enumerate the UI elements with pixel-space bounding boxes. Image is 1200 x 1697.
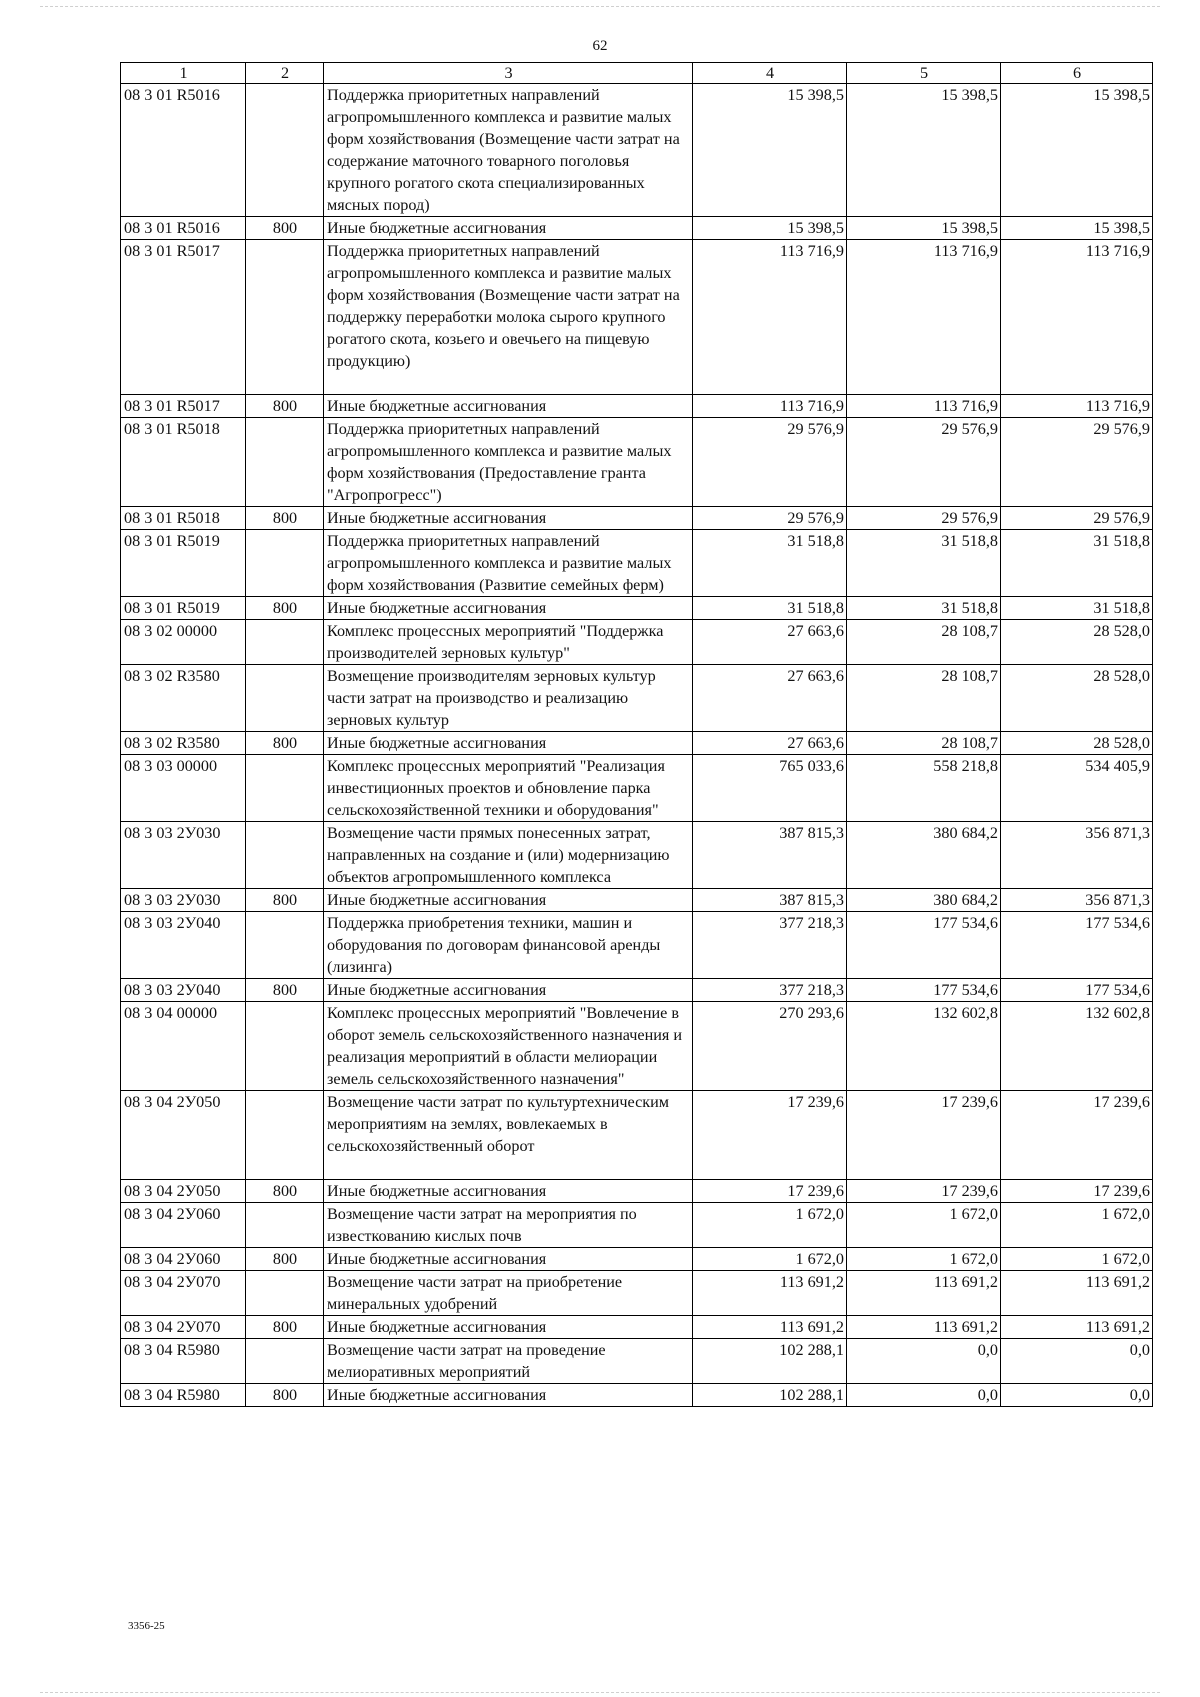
row-code-cell: 08 3 02 00000 <box>121 620 246 665</box>
row-value-year2-cell: 17 239,6 <box>847 1180 1001 1203</box>
row-name-cell: Возмещение части затрат по культуртехническим мероприятиям на землях, вовлекаемых в сельскохозяйственный оборот <box>324 1091 693 1180</box>
row-value-year3-cell: 534 405,9 <box>1001 755 1153 822</box>
row-code-cell: 08 3 03 2У030 <box>121 889 246 912</box>
row-value-year2-cell: 113 716,9 <box>847 395 1001 418</box>
row-code-cell: 08 3 03 2У040 <box>121 979 246 1002</box>
row-value-year3-cell: 113 716,9 <box>1001 240 1153 395</box>
row-code-cell: 08 3 04 2У070 <box>121 1316 246 1339</box>
row-value-year2-cell: 1 672,0 <box>847 1203 1001 1248</box>
row-expense-type-cell: 800 <box>246 1384 324 1407</box>
row-name-cell: Иные бюджетные ассигнования <box>324 979 693 1002</box>
row-value-year1-cell: 1 672,0 <box>693 1203 847 1248</box>
table-row <box>121 1271 1153 1316</box>
row-value-year1-cell: 102 288,1 <box>693 1339 847 1384</box>
row-value-year1-cell: 29 576,9 <box>693 507 847 530</box>
table-row <box>121 530 1153 597</box>
budget-table <box>120 62 1153 1407</box>
row-code-cell: 08 3 04 2У050 <box>121 1180 246 1203</box>
row-value-year1-cell: 377 218,3 <box>693 979 847 1002</box>
table-row <box>121 1002 1153 1091</box>
table-row <box>121 597 1153 620</box>
row-value-year2-cell: 0,0 <box>847 1339 1001 1384</box>
table-row <box>121 889 1153 912</box>
row-value-year2-cell: 29 576,9 <box>847 418 1001 507</box>
row-value-year1-cell: 31 518,8 <box>693 597 847 620</box>
row-code-cell: 08 3 01 R5017 <box>121 395 246 418</box>
row-value-year2-cell: 28 108,7 <box>847 732 1001 755</box>
row-expense-type-cell: 800 <box>246 1248 324 1271</box>
row-code-cell: 08 3 01 R5016 <box>121 84 246 217</box>
table-row <box>121 1339 1153 1384</box>
row-name-cell: Иные бюджетные ассигнования <box>324 507 693 530</box>
row-value-year1-cell: 102 288,1 <box>693 1384 847 1407</box>
row-expense-type-cell: 800 <box>246 889 324 912</box>
row-expense-type-cell <box>246 822 324 889</box>
row-code-cell: 08 3 01 R5017 <box>121 240 246 395</box>
table-row <box>121 240 1153 395</box>
row-name-cell: Возмещение части затрат на приобретение минеральных удобрений <box>324 1271 693 1316</box>
column-header: 4 <box>693 63 847 84</box>
row-value-year3-cell: 1 672,0 <box>1001 1203 1153 1248</box>
row-name-cell: Возмещение производителям зерновых культур части затрат на производство и реализацию зерновых культур <box>324 665 693 732</box>
row-expense-type-cell <box>246 1091 324 1180</box>
row-value-year2-cell: 177 534,6 <box>847 979 1001 1002</box>
row-value-year2-cell: 0,0 <box>847 1384 1001 1407</box>
row-value-year2-cell: 31 518,8 <box>847 530 1001 597</box>
column-header: 6 <box>1001 63 1153 84</box>
table-row <box>121 1384 1153 1407</box>
row-expense-type-cell <box>246 1271 324 1316</box>
row-expense-type-cell: 800 <box>246 732 324 755</box>
row-value-year3-cell: 28 528,0 <box>1001 665 1153 732</box>
row-value-year3-cell: 0,0 <box>1001 1339 1153 1384</box>
row-value-year2-cell: 380 684,2 <box>847 889 1001 912</box>
row-expense-type-cell <box>246 665 324 732</box>
scan-border-bottom <box>40 1692 1160 1693</box>
table-row <box>121 1316 1153 1339</box>
row-value-year1-cell: 113 691,2 <box>693 1271 847 1316</box>
row-expense-type-cell: 800 <box>246 507 324 530</box>
row-expense-type-cell <box>246 620 324 665</box>
row-value-year1-cell: 765 033,6 <box>693 755 847 822</box>
row-value-year3-cell: 0,0 <box>1001 1384 1153 1407</box>
table-row <box>121 732 1153 755</box>
row-value-year3-cell: 17 239,6 <box>1001 1091 1153 1180</box>
row-value-year1-cell: 270 293,6 <box>693 1002 847 1091</box>
row-code-cell: 08 3 01 R5016 <box>121 217 246 240</box>
row-name-cell: Иные бюджетные ассигнования <box>324 217 693 240</box>
row-value-year2-cell: 17 239,6 <box>847 1091 1001 1180</box>
table-row <box>121 822 1153 889</box>
row-value-year1-cell: 377 218,3 <box>693 912 847 979</box>
row-code-cell: 08 3 03 00000 <box>121 755 246 822</box>
row-name-cell: Иные бюджетные ассигнования <box>324 597 693 620</box>
row-code-cell: 08 3 04 2У070 <box>121 1271 246 1316</box>
row-name-cell: Иные бюджетные ассигнования <box>324 889 693 912</box>
row-value-year2-cell: 28 108,7 <box>847 665 1001 732</box>
column-header: 1 <box>121 63 246 84</box>
row-value-year1-cell: 387 815,3 <box>693 889 847 912</box>
row-name-cell: Поддержка приоритетных направлений агропромышленного комплекса и развитие малых форм хозяйствования (Развитие семейных ферм) <box>324 530 693 597</box>
table-row <box>121 507 1153 530</box>
table-body <box>121 84 1153 1407</box>
row-value-year1-cell: 1 672,0 <box>693 1248 847 1271</box>
row-expense-type-cell: 800 <box>246 217 324 240</box>
row-value-year2-cell: 380 684,2 <box>847 822 1001 889</box>
scan-border-top <box>40 6 1160 7</box>
row-name-cell: Поддержка приобретения техники, машин и оборудования по договорам финансовой аренды (лизинга) <box>324 912 693 979</box>
row-value-year3-cell: 28 528,0 <box>1001 620 1153 665</box>
table-row <box>121 1091 1153 1180</box>
row-name-cell: Иные бюджетные ассигнования <box>324 1384 693 1407</box>
table-row <box>121 84 1153 217</box>
row-expense-type-cell <box>246 1339 324 1384</box>
row-name-cell: Иные бюджетные ассигнования <box>324 1316 693 1339</box>
row-code-cell: 08 3 01 R5019 <box>121 597 246 620</box>
row-code-cell: 08 3 03 2У030 <box>121 822 246 889</box>
row-value-year3-cell: 31 518,8 <box>1001 597 1153 620</box>
table-row <box>121 418 1153 507</box>
row-expense-type-cell <box>246 1203 324 1248</box>
table-row <box>121 665 1153 732</box>
header-row <box>121 63 1153 84</box>
row-code-cell: 08 3 02 R3580 <box>121 732 246 755</box>
row-value-year1-cell: 31 518,8 <box>693 530 847 597</box>
row-code-cell: 08 3 04 2У050 <box>121 1091 246 1180</box>
table-row <box>121 755 1153 822</box>
row-code-cell: 08 3 01 R5018 <box>121 507 246 530</box>
row-value-year3-cell: 15 398,5 <box>1001 217 1153 240</box>
row-value-year3-cell: 356 871,3 <box>1001 889 1153 912</box>
row-expense-type-cell: 800 <box>246 1180 324 1203</box>
row-value-year3-cell: 28 528,0 <box>1001 732 1153 755</box>
row-value-year2-cell: 558 218,8 <box>847 755 1001 822</box>
row-code-cell: 08 3 02 R3580 <box>121 665 246 732</box>
table-row <box>121 620 1153 665</box>
table-row <box>121 1203 1153 1248</box>
row-value-year1-cell: 27 663,6 <box>693 620 847 665</box>
row-name-cell: Возмещение части прямых понесенных затрат, направленных на создание и (или) модернизацию объектов агропромышленного комплекса <box>324 822 693 889</box>
row-value-year2-cell: 15 398,5 <box>847 84 1001 217</box>
row-value-year1-cell: 387 815,3 <box>693 822 847 889</box>
row-value-year1-cell: 27 663,6 <box>693 665 847 732</box>
row-value-year1-cell: 113 716,9 <box>693 395 847 418</box>
row-code-cell: 08 3 04 2У060 <box>121 1203 246 1248</box>
row-value-year2-cell: 177 534,6 <box>847 912 1001 979</box>
row-expense-type-cell <box>246 1002 324 1091</box>
row-value-year3-cell: 113 691,2 <box>1001 1271 1153 1316</box>
row-expense-type-cell <box>246 418 324 507</box>
row-value-year3-cell: 177 534,6 <box>1001 979 1153 1002</box>
row-value-year2-cell: 29 576,9 <box>847 507 1001 530</box>
row-value-year3-cell: 15 398,5 <box>1001 84 1153 217</box>
row-expense-type-cell <box>246 912 324 979</box>
row-value-year3-cell: 29 576,9 <box>1001 507 1153 530</box>
row-expense-type-cell: 800 <box>246 597 324 620</box>
row-value-year1-cell: 17 239,6 <box>693 1180 847 1203</box>
row-value-year3-cell: 29 576,9 <box>1001 418 1153 507</box>
column-header: 2 <box>246 63 324 84</box>
row-code-cell: 08 3 04 2У060 <box>121 1248 246 1271</box>
row-value-year2-cell: 113 691,2 <box>847 1316 1001 1339</box>
row-expense-type-cell <box>246 240 324 395</box>
table-row <box>121 979 1153 1002</box>
row-expense-type-cell <box>246 755 324 822</box>
row-value-year1-cell: 113 691,2 <box>693 1316 847 1339</box>
row-name-cell: Поддержка приоритетных направлений агропромышленного комплекса и развитие малых форм хозяйствования (Возмещение части затрат на поддержку переработки молока сырого крупного рогатого скота, козьего и овечьего на пищевую продукцию) <box>324 240 693 395</box>
row-name-cell: Комплекс процессных мероприятий "Реализация инвестиционных проектов и обновление парка сельскохозяйственной техники и оборудования" <box>324 755 693 822</box>
row-value-year2-cell: 28 108,7 <box>847 620 1001 665</box>
column-header: 5 <box>847 63 1001 84</box>
row-value-year1-cell: 17 239,6 <box>693 1091 847 1180</box>
row-value-year1-cell: 29 576,9 <box>693 418 847 507</box>
row-name-cell: Иные бюджетные ассигнования <box>324 1248 693 1271</box>
page-number: 62 <box>592 38 608 54</box>
row-value-year1-cell: 113 716,9 <box>693 240 847 395</box>
row-value-year1-cell: 15 398,5 <box>693 217 847 240</box>
row-value-year3-cell: 132 602,8 <box>1001 1002 1153 1091</box>
row-value-year1-cell: 15 398,5 <box>693 84 847 217</box>
row-value-year2-cell: 1 672,0 <box>847 1248 1001 1271</box>
row-expense-type-cell <box>246 530 324 597</box>
row-name-cell: Иные бюджетные ассигнования <box>324 732 693 755</box>
table-row <box>121 217 1153 240</box>
row-code-cell: 08 3 03 2У040 <box>121 912 246 979</box>
row-value-year3-cell: 356 871,3 <box>1001 822 1153 889</box>
row-value-year1-cell: 27 663,6 <box>693 732 847 755</box>
row-name-cell: Иные бюджетные ассигнования <box>324 395 693 418</box>
row-name-cell: Поддержка приоритетных направлений агропромышленного комплекса и развитие малых форм хозяйствования (Возмещение части затрат на содержание маточного товарного поголовья крупного рогатого скота специализированных мясных пород) <box>324 84 693 217</box>
row-code-cell: 08 3 04 00000 <box>121 1002 246 1091</box>
row-code-cell: 08 3 01 R5019 <box>121 530 246 597</box>
row-value-year3-cell: 31 518,8 <box>1001 530 1153 597</box>
row-name-cell: Поддержка приоритетных направлений агропромышленного комплекса и развитие малых форм хозяйствования (Предоставление гранта "Агропрогресс") <box>324 418 693 507</box>
row-name-cell: Иные бюджетные ассигнования <box>324 1180 693 1203</box>
row-value-year3-cell: 113 691,2 <box>1001 1316 1153 1339</box>
document-code: 3356-25 <box>128 1620 165 1632</box>
row-value-year3-cell: 17 239,6 <box>1001 1180 1153 1203</box>
row-name-cell: Комплекс процессных мероприятий "Поддержка производителей зерновых культур" <box>324 620 693 665</box>
row-expense-type-cell: 800 <box>246 1316 324 1339</box>
table-row <box>121 395 1153 418</box>
row-code-cell: 08 3 01 R5018 <box>121 418 246 507</box>
row-value-year2-cell: 31 518,8 <box>847 597 1001 620</box>
row-name-cell: Комплекс процессных мероприятий "Вовлечение в оборот земель сельскохозяйственного назначения и реализация мероприятий в области мелиорации земель сельскохозяйственного назначения" <box>324 1002 693 1091</box>
row-value-year2-cell: 132 602,8 <box>847 1002 1001 1091</box>
row-name-cell: Возмещение части затрат на проведение мелиоративных мероприятий <box>324 1339 693 1384</box>
row-code-cell: 08 3 04 R5980 <box>121 1384 246 1407</box>
row-code-cell: 08 3 04 R5980 <box>121 1339 246 1384</box>
column-header: 3 <box>324 63 693 84</box>
row-name-cell: Возмещение части затрат на мероприятия по известкованию кислых почв <box>324 1203 693 1248</box>
row-value-year3-cell: 1 672,0 <box>1001 1248 1153 1271</box>
row-expense-type-cell <box>246 84 324 217</box>
row-value-year2-cell: 113 716,9 <box>847 240 1001 395</box>
row-expense-type-cell: 800 <box>246 395 324 418</box>
row-expense-type-cell: 800 <box>246 979 324 1002</box>
table-row <box>121 1180 1153 1203</box>
table-row <box>121 1248 1153 1271</box>
row-value-year2-cell: 15 398,5 <box>847 217 1001 240</box>
row-value-year2-cell: 113 691,2 <box>847 1271 1001 1316</box>
row-value-year3-cell: 177 534,6 <box>1001 912 1153 979</box>
table-row <box>121 912 1153 979</box>
row-value-year3-cell: 113 716,9 <box>1001 395 1153 418</box>
